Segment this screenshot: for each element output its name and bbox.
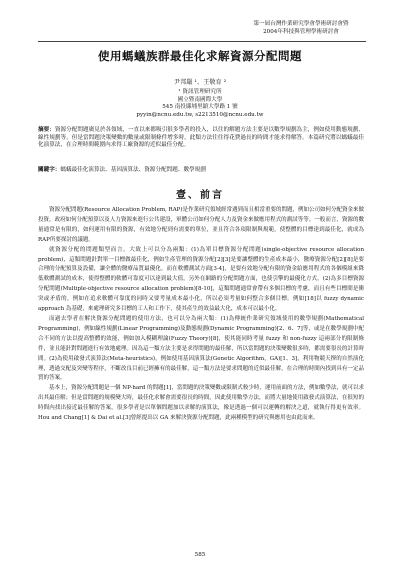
keywords <box>38 165 364 173</box>
keywords-text: 螞蟻最佳化演算法、基因演算法、資源分配問題、數學規劃 <box>60 167 206 173</box>
affiliation-university: 國立暨南國際大學 <box>177 96 223 103</box>
paper-title: 使用螞蟻族群最佳化求解資源分配問題 <box>98 49 302 63</box>
body-paragraph-1: 資源分配問題(Resource Allocation Problem, RAP)是作業研究領域經常遇到而且相當重要的問題，例如公司如何分配資金來做投資，政府如何分配預算以及人力資源來進行公共建設，軍體公司如何分配人力及資金來做應用程式的測試等等。一般而言，資源的數量通常是有限的，如何運用有限的資源，有效地分配到有需要的單位，並且符合各項限制與規範，使整體的目標達到最佳化，就成為RAP所要探討的議題。 <box>38 207 365 243</box>
conference-line-1: 第一屆台灣作業研究學會學術研討會暨 <box>253 21 349 27</box>
body-text <box>38 206 364 424</box>
body-paragraph-2: 就資源分配的問題類型而言，大致上可以分為兩類：(1)為單目標資源分配問題(single-objective resource allocation problem)，這類問題針對單一目標做最佳化，例如生產管理的資源分配[2][3]是要讓整體的生產成本最小，醫療資源分配[2][8]是要合理的分配預算及設備，讓全體的醫療品質最優化。而在軟體測試方面[3-4]，是要有效地分配有限的資金給應用程式的各個模組來降低軟體測試的成本，使得整體的軟體可靠度可以達到最大值，另外在網路的分配問題方面，也使引擎的最優化方式。(2)為多目標資源分配問題(Multiple-objective resource allocation problem)[8-10]，這類問題通常會帶有多個目標的考慮，而且有些目標間是衝突或矛盾的，例如在追求軟體可靠度的同時又要考量成本最小化，所以必須考量如何整合多個目標。例如[18]以 fuzzy dynamic approach 為基礎，來處理研究多目標的工人和工作下，使其產生的效益最大化，成本可以最小化。 <box>38 246 364 313</box>
section-heading: 壹、前言 <box>176 190 224 201</box>
affiliation-dept: ¹ 資訊管理研究所 <box>178 89 222 95</box>
keywords-label: 關鍵字： <box>38 167 61 173</box>
paper-authors: 尹邦嚴 ¹、王敬育 ² <box>173 79 227 86</box>
body-paragraph-3: 而過去學者在解決資源分配問題的使用方法，也可以分為兩大類：(1)為傳統作業研究領域使用的數學規劃(Mathematical Programming)，例如線性規劃(Linear Programming)及動態規劃(Dynamic Programming)[2、6、7]等，或是在數學規劃中配合不同的方法以提高整體的效能，例如加入模糊理論(Fuzzy Theory)[8]，使其能同時考量 fuzzy 和 non-fuzzy 這兩部分的限制條件，並且能針對問題進行有效地處理。因為這一類方法主要是求得問題的最佳解，所以當問題的決策變數很多時，都需要很長的計算時間。(2)為使用啟發式演算法(Meta-heuristics)，例如使用基因演算法(Genetic Algorithm，GA)[1、3]，利用物競天擇的自然演化理，透過交配及突變等程序，不斷改良目前已經擁有的最佳解，這一類方法是要求問題的近似最佳解，在合理的時間內找到具有一定品質的答案。 <box>38 315 364 382</box>
conference-header <box>236 20 366 36</box>
abstract <box>38 127 364 150</box>
abstract-label: 摘要： <box>38 127 55 133</box>
affiliation <box>0 89 400 119</box>
abstract-text: 資源分配問題廣見於各領域，一直以來都吸引很多學者的投入，以往的解題方法主要是以數學規劃為主，例如使用動態規劃、線性規劃等，但是當問題決策變數的數量或限制條件增多時，此類方法往往得花費過長的時間才能求得解答。本篇研究將以螞蟻最佳化演算法，在合理時間範圍內求得工廠資源的近似最佳分配。 <box>38 127 364 148</box>
author-emails: pyyin@ncnu.edu.tw, s2213510@ncnu.edu.tw <box>136 111 264 118</box>
page-number: 585 <box>194 552 206 558</box>
affiliation-address: 545 南投縣埔里鎮大學路 1 號 <box>162 104 238 111</box>
body-paragraph-4: 基本上，資源分配問題是一個 NP-hard 的問題[1]，當問題的決策變數或限制式較少時，運用前面的方法，例如數學法，就可以求出其最佳解；但是當問題的規模變大時，最佳化求解會需要很長的時間，因此使用數學方法，而將大量地使用啟發式演算法，在很短的時間內找出接近最佳解的答案，很多學者是以單個問題加以求解的演算法，像是透過一個可以運轉的解決之道，就執行得更有效率。Hou and Chang[1] & Dai et al.[3]曾經提出以 GA 來解決資源分配問題，此兩種模型的研究與應用也由此而來。 <box>38 385 364 422</box>
header-rule <box>38 41 366 42</box>
conference-line-2: 2004年科技與管理學術研討會 <box>263 29 339 35</box>
